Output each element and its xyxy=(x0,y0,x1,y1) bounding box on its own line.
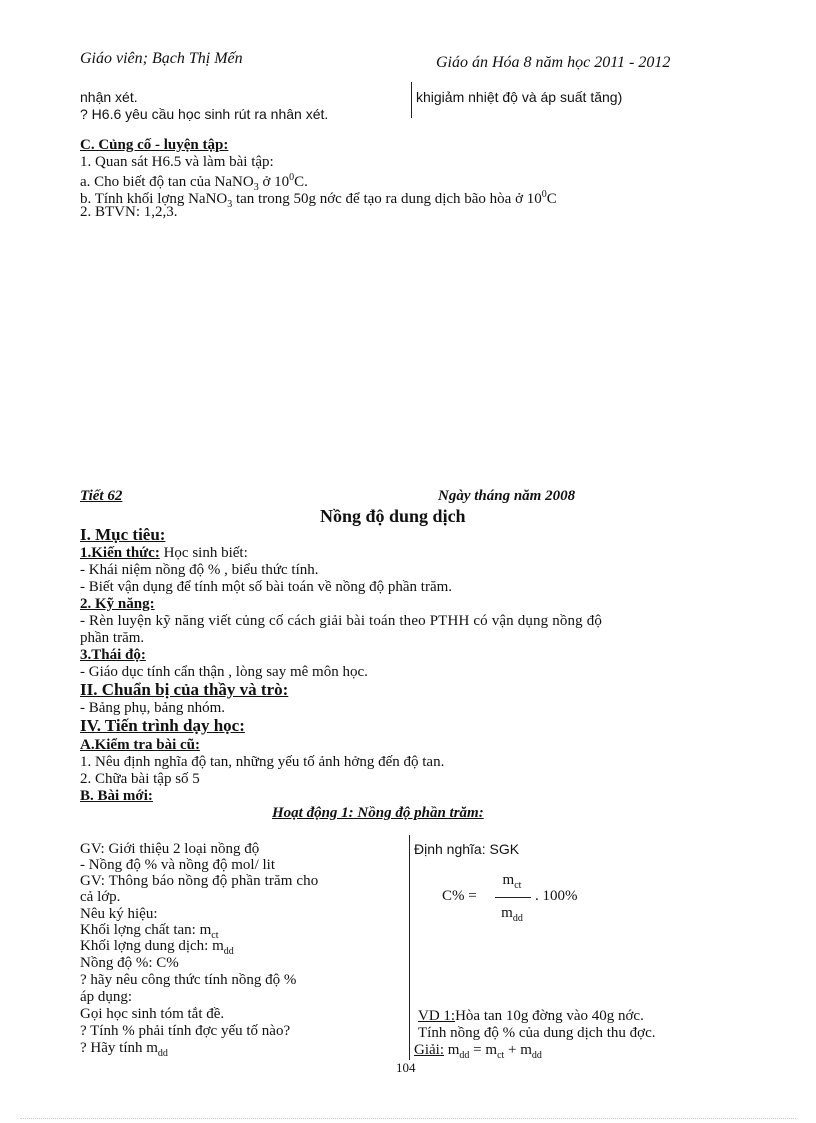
prep-heading: II. Chuẩn bị của thầy và trò: xyxy=(80,680,289,699)
top-right-line: khigiảm nhiệt độ và áp suất tăng) xyxy=(416,89,623,105)
activity-left-5: Nêu ký hiệu: xyxy=(80,906,158,922)
check-old-heading: A.Kiểm tra bài cũ: xyxy=(80,737,200,753)
activity-left-1: GV: Giới thiệu 2 loại nồng độ xyxy=(80,841,260,857)
formula-numerator: $m_{ct}$ xyxy=(502,872,522,891)
activity-title: Hoạt động 1: Nồng độ phần trăm: xyxy=(272,805,484,821)
activity-left-10: áp dụng: xyxy=(80,989,133,1005)
knowledge-line: 1.Kiến thức: Học sinh biết: xyxy=(80,545,248,561)
top-left-line-1: nhận xét. xyxy=(80,89,138,105)
skill-item-line-2: phần trăm. xyxy=(80,630,145,646)
lesson-date: Ngày tháng năm 2008 xyxy=(438,488,576,504)
section-c-line-1: 1. Quan sát H6.5 và làm bài tập: xyxy=(80,154,274,170)
solution-line: Giải: $m_{dd} = m_{ct} + m_{dd}$ xyxy=(414,1042,542,1061)
example-line-2: Tính nồng độ % của dung dịch thu đợc. xyxy=(418,1025,656,1041)
section-c-line-4: 2. BTVN: 1,2,3. xyxy=(80,204,178,220)
section-c-heading: C. Củng cố - luyện tập: xyxy=(80,137,229,153)
section-c-line-2: a. Cho biết độ tan của NaNO$_3$ ở $10^0C$. xyxy=(80,172,308,193)
attitude-item: - Giáo dục tính cẩn thận , lòng say mê môn học. xyxy=(80,664,368,680)
knowledge-item-1: - Khái niệm nồng độ % , biểu thức tính. xyxy=(80,562,319,578)
example-line-1: VD 1:Hòa tan 10g đờng vào 40g nớc. xyxy=(418,1008,644,1024)
activity-left-12: ? Tính % phải tính đợc yếu tố nào? xyxy=(80,1023,291,1039)
activity-left-7: Khối lợng dung dịch: $m_{dd}$ xyxy=(80,938,234,957)
bottom-dotted-rule xyxy=(20,1118,796,1119)
activity-left-13: ? Hãy tính $m_{dd}$ xyxy=(80,1040,168,1059)
teacher-name: Giáo viên; Bạch Thị Mến xyxy=(80,50,243,67)
skill-heading: 2. Kỹ năng: xyxy=(80,596,155,612)
activity-left-6: Khối lợng chất tan: $m_{ct}$ xyxy=(80,922,219,941)
definition-text: Định nghĩa: SGK xyxy=(414,841,520,857)
activity-table-divider xyxy=(409,835,410,1060)
page-number: 104 xyxy=(396,1060,416,1075)
lesson-title: Nồng độ dung dịch xyxy=(320,506,466,526)
check-old-item-2: 2. Chữa bài tập số 5 xyxy=(80,771,200,787)
activity-left-4: cả lớp. xyxy=(80,889,121,905)
lesson-period: Tiết 62 xyxy=(80,488,123,504)
formula-lhs: C% = xyxy=(442,888,477,904)
new-lesson-heading: B. Bài mới: xyxy=(80,788,153,804)
plan-title: Giáo án Hóa 8 năm học 2011 - 2012 xyxy=(436,54,671,71)
activity-left-2: - Nồng độ % và nồng độ mol/ lit xyxy=(80,857,275,873)
section-c-line-3: b. Tính khối lợng NaNO$_3$ tan trong 50g nớc để tạo ra dung dịch bão hòa ở $10^0C$ xyxy=(80,189,557,210)
objectives-heading: I. Mục tiêu: xyxy=(80,525,166,544)
formula-rhs: . 100% xyxy=(535,888,578,904)
top-left-line-2: ? H6.6 yêu cầu học sinh rút ra nhân xét. xyxy=(80,106,329,122)
formula-denominator: $m_{dd}$ xyxy=(501,905,523,924)
activity-left-11: Gọi học sinh tóm tắt đề. xyxy=(80,1006,225,1022)
attitude-heading: 3.Thái độ: xyxy=(80,647,146,663)
knowledge-item-2: - Biết vận dụng để tính một số bài toán về nồng độ phần trăm. xyxy=(80,579,453,595)
activity-left-3: GV: Thông báo nồng độ phần trăm cho xyxy=(80,873,319,889)
top-table-divider xyxy=(411,82,412,118)
formula-fraction-bar xyxy=(495,897,531,898)
activity-left-9: ? hãy nêu công thức tính nồng độ % xyxy=(80,972,297,988)
skill-item-line-1: - Rèn luyện kỹ năng viết củng cố cách giải bài toán theo PTHH có vận dụng nồng độ xyxy=(80,613,603,629)
activity-left-8: Nồng độ %: C% xyxy=(80,955,179,971)
process-heading: IV. Tiến trình dạy học: xyxy=(80,716,245,735)
check-old-item-1: 1. Nêu định nghĩa độ tan, những yếu tố ảnh hởng đến độ tan. xyxy=(80,754,445,770)
prep-item: - Bảng phụ, bảng nhóm. xyxy=(80,700,225,716)
